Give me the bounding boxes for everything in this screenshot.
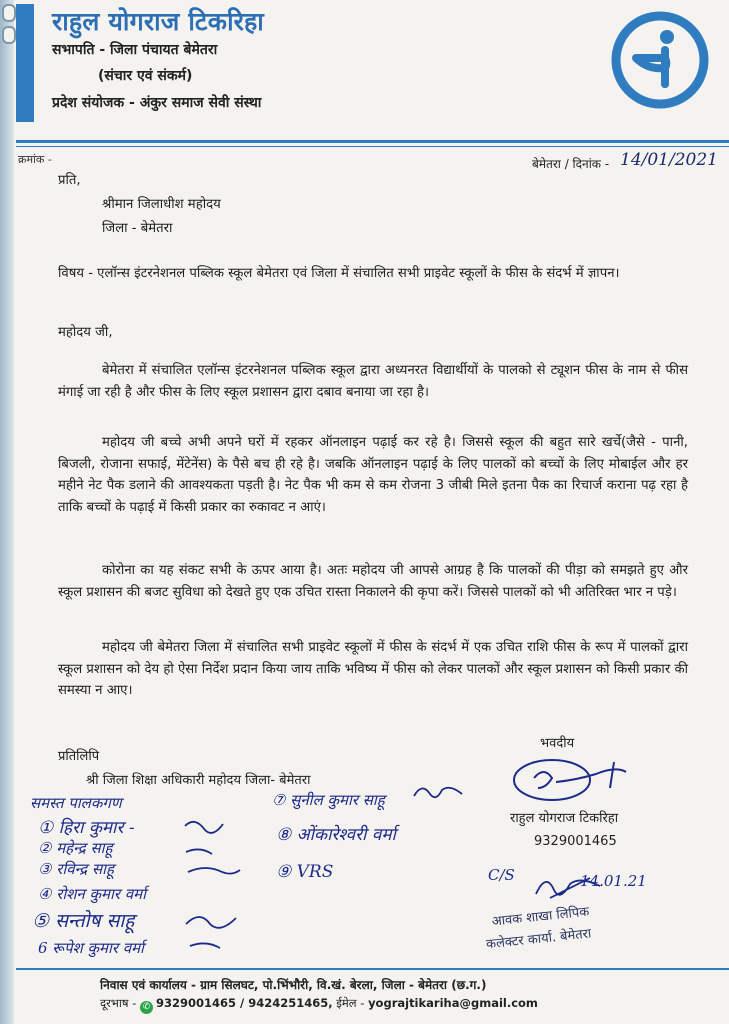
receipt-stamp: [481, 882, 648, 959]
header-rule: [16, 140, 729, 143]
email-label: ईमेल -: [336, 996, 365, 1010]
email-address: yograjtikariha@gmail.com: [368, 996, 538, 1010]
letter-paragraph: कोरोना का यह संकट सभी के ऊपर आया है। अतः महोदय जी आपसे आग्रह है कि पालकों की पीड़ा को समझते हुए और स्कूल प्रशासन की बजट सुविधा को देखते हुए एक उचित रास्ता निकालने की कृपा करें। जिससे पालकों को भी अतिरिक्त भार न पड़े।: [58, 563, 688, 600]
received-note: C/S: [488, 866, 515, 884]
stamp-line: आवक शाखा लिपिक: [491, 904, 590, 930]
header-rule-thin: [16, 146, 729, 147]
salutation: महोदय जी,: [58, 325, 113, 340]
handwritten-parent: ③ रविन्द्र साहू: [38, 860, 114, 878]
footer-address: निवास एवं कार्यालय - ग्राम सिलघट, पो.भिंभौरी, वि.खं. बेरला, जिला - बेमेतरा (छ.ग.): [100, 978, 487, 992]
letterhead-name: राहुल योगराज टिकरिहा: [52, 7, 264, 36]
footer-contact: [100, 996, 538, 1014]
copy-label: प्रतिलिपि: [58, 749, 100, 764]
handwritten-parent: ② महेन्द्र साहू: [38, 839, 113, 857]
letterhead-organization: प्रदेश संयोजक - अंकुर समाज सेवी संस्था: [52, 95, 262, 111]
binder-ring-icon: [2, 4, 16, 22]
signature-mark: [504, 752, 654, 807]
binder-ring-icon: [2, 26, 16, 44]
letter-paragraph: महोदय जी बेमेतरा जिला में संचालित सभी प्राइवेट स्कूलों में फीस के संदर्भ में एक उचित राशि फीस के रूप में पालकों द्वारा स्कूल प्रशासन को देय हो ऐसा निर्देश प्रदान किया जाय ताकि भविष्य में फीस को लेकर पालकों और स्कूल प्रशासन को किसी प्रकार की समस्या न आए।: [58, 640, 688, 698]
binder-edge: [0, 0, 14, 1024]
whatsapp-icon: ✆: [140, 1001, 153, 1014]
handwritten-parent: ① हिरा कुमार -: [38, 818, 135, 838]
parent-signature: [410, 778, 470, 806]
signer-phone: 9329001465: [534, 834, 617, 849]
handwritten-parent: ⑦ सुनील कुमार साहू: [272, 791, 385, 809]
parent-signatures: [180, 812, 270, 952]
subject-line: विषय - एलॉन्स इंटरनेशनल पब्लिक स्कूल बेमेतरा एवं जिला में संचालित सभी प्राइवेट स्कूलों के फीस के संदर्भ में ज्ञापन।: [58, 266, 620, 281]
handwritten-parent: ⑤ सन्तोष साहू: [32, 910, 135, 932]
handwritten-heading: समस्त पालकगण: [30, 794, 122, 812]
letterhead-department: (संचार एवं संकर्म): [98, 68, 193, 84]
stamp-line: कलेक्टर कार्या. बेमेतरा: [485, 926, 593, 953]
handwritten-parent: ④ रोशन कुमार वर्मा: [38, 885, 147, 903]
addressee-district: जिला - बेमेतरा: [102, 221, 173, 236]
p-circle-logo-icon: [610, 10, 710, 110]
footer-rule: [16, 968, 729, 970]
letter-paragraph: बेमेतरा में संचालित एलॉन्स इंटरनेशनल पब्लिक स्कूल द्वारा अध्यनरत विद्यार्थीयों के पालको से ट्यूशन फीस के नाम से फीस मंगाई जा रही है और फीस के लिए स्कूल प्रशासन द्वारा दबाव बनाया जा रहा है।: [58, 363, 688, 400]
phone-label: दूरभाष -: [100, 996, 137, 1010]
handwritten-parent: ⑨ VRS: [276, 862, 334, 882]
addressee-title: श्रीमान जिलाधीश महोदय: [102, 197, 221, 212]
letterhead-designation: सभापति - जिला पंचायत बेमेतरा: [52, 42, 218, 58]
handwritten-parent: 6 रूपेश कुमार वर्मा: [38, 939, 144, 957]
signer-name: राहुल योगराज टिकरिहा: [510, 811, 619, 826]
copy-recipient: श्री जिला शिक्षा अधिकारी महोदय जिला- बेमेतरा: [86, 773, 311, 788]
header-color-band: [16, 4, 34, 122]
phone-numbers: 9329001465 / 9424251465,: [155, 996, 333, 1010]
handwritten-parent: ⑧ ओंकारेश्वरी वर्मा: [276, 825, 396, 845]
letter-paragraph: महोदय जी बच्चे अभी अपने घरों में रहकर ऑनलाइन पढ़ाई कर रहे है। जिससे स्कूल की बहुत सारे खर्चे(जैसे - पानी, बिजली, रोजाना सफाई, मेंटेनेंस) के पैसे बच ही रहे है। जबकि ऑनलाइन पढ़ाई के लिए पालकों को बच्चों के लिए मोबाईल और हर महीने नेट पैक डलाने की आवश्यकता पड़ती है। नेट पैक भी कम से कम रोजना 3 जीबी मिले इतना पैक का रिचार्ज कराना पढ़ रहा है ताकि बच्चों के पढ़ाई में किसी प्रकार का रुकावट न आएं।: [58, 435, 688, 515]
to-label: प्रति,: [58, 173, 81, 188]
reference-label: क्रमांक -: [18, 153, 52, 166]
closing: भवदीय: [540, 736, 575, 751]
date-value: 14/01/2021: [620, 150, 718, 170]
received-date: 14.01.21: [580, 872, 647, 890]
date-label: बेमेतरा / दिनांक -: [532, 157, 610, 171]
